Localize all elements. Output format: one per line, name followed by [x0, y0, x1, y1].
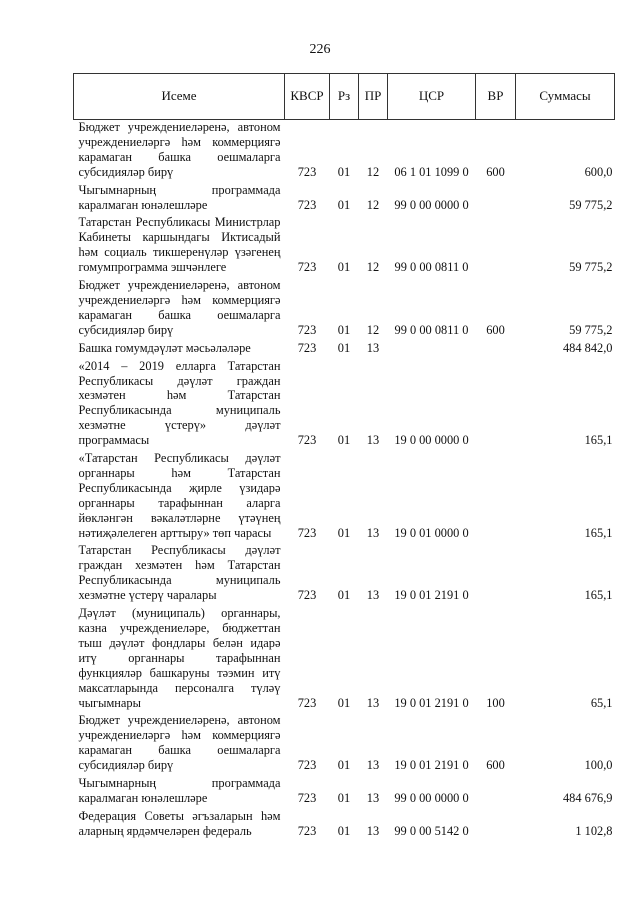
table-row — [74, 120, 615, 183]
row-rz: 01 — [337, 433, 351, 448]
row-name-line: хезмәтен һәм Татарстан — [78, 388, 281, 403]
table-row — [74, 215, 615, 278]
row-name-line: хезмәтне үстерү чаралары — [78, 588, 217, 603]
row-pr: 13 — [366, 758, 380, 773]
row-csr: 19 0 01 0000 0 — [394, 525, 469, 540]
row-name-line: Татарстан Республикасы Министрлар — [78, 215, 281, 230]
row-vr — [476, 215, 516, 278]
row-sum: 59 775,2 — [569, 322, 613, 337]
row-name-line: органнары тарафыннан аларга — [78, 495, 281, 510]
row-sum: 165,1 — [584, 525, 613, 540]
row-name-line: Татарстан Республикасы дәүләт — [78, 543, 281, 558]
row-name — [74, 809, 285, 842]
row-name-line: «2014 – 2019 елларга Татарстан — [78, 358, 281, 373]
row-name-line: Чыгымнарның программада — [78, 776, 281, 791]
row-csr: 99 0 00 0000 0 — [394, 197, 469, 212]
row-rz: 01 — [337, 790, 351, 805]
row-name-line: итү органнары тарафыннан — [78, 650, 281, 665]
row-csr: 99 0 00 0811 0 — [394, 260, 469, 275]
row-name — [74, 359, 285, 451]
row-name-line: Башка гомумдәүләт мәсьәләләре — [78, 340, 251, 355]
row-name-line: казна учреждениеләре, бюджеттан — [78, 621, 281, 635]
row-vr — [476, 543, 516, 606]
row-name-line: карамаган башка оешмаларга — [78, 743, 281, 758]
row-name-line: учреждениеләргә һәм коммерциягә — [78, 134, 281, 149]
header-csr: ЦСР — [388, 74, 476, 120]
row-name-line: функцияләр башкаруны тәэмин итү — [78, 665, 281, 680]
table-row — [74, 341, 615, 359]
row-name — [74, 120, 285, 183]
row-csr: 99 0 00 0811 0 — [394, 322, 469, 337]
row-vr — [476, 776, 516, 809]
row-kvsr: 723 — [297, 197, 317, 212]
row-name-line: нәтиҗәлелеген арттыру» төп чарасы — [78, 525, 272, 540]
row-name-line: карамаган башка оешмаларга — [78, 307, 281, 322]
row-sum: 59 775,2 — [569, 197, 613, 212]
table-row — [74, 359, 615, 451]
row-kvsr: 723 — [297, 588, 317, 603]
row-name-line: каралмаган юнәлешләре — [78, 197, 208, 212]
row-name-line: Бюджет учреждениеләренә, автоном — [78, 120, 281, 134]
row-name-line: Кабинеты каршындагы Иктисадый — [78, 230, 281, 245]
row-pr: 12 — [366, 322, 380, 337]
header-kvsr: КВСР — [285, 74, 330, 120]
row-name-line: Бюджет учреждениеләренә, автоном — [78, 278, 281, 293]
row-sum: 165,1 — [584, 433, 613, 448]
page-number: 226 — [309, 42, 331, 57]
row-pr: 12 — [366, 260, 380, 275]
row-vr — [476, 183, 516, 216]
table-header-row — [74, 74, 615, 120]
row-vr: 600 — [486, 164, 505, 179]
row-name-line: Бюджет учреждениеләренә, автоном — [78, 713, 281, 728]
row-rz: 01 — [337, 197, 351, 212]
row-rz: 01 — [337, 322, 351, 337]
row-csr: 19 0 01 2191 0 — [394, 588, 469, 603]
row-name-line: субсидияләр бирү — [78, 322, 174, 337]
table-body — [74, 120, 615, 842]
header-vr: ВР — [476, 74, 516, 120]
row-kvsr: 723 — [297, 164, 317, 179]
row-pr: 13 — [366, 695, 380, 710]
row-rz: 01 — [337, 588, 351, 603]
table-row — [74, 183, 615, 216]
header-pr: ПР — [359, 74, 388, 120]
row-vr: 600 — [486, 322, 505, 337]
row-rz: 01 — [337, 340, 351, 355]
row-pr: 13 — [366, 340, 380, 355]
row-kvsr: 723 — [297, 433, 317, 448]
row-kvsr: 723 — [297, 322, 317, 337]
header-name: Исеме — [74, 74, 285, 120]
table-row — [74, 776, 615, 809]
row-kvsr: 723 — [297, 260, 317, 275]
row-name-line: Дәүләт (муниципаль) органнары, — [78, 606, 281, 621]
row-csr: 19 0 01 2191 0 — [394, 758, 469, 773]
table-row — [74, 278, 615, 341]
row-name-line: Федерация Советы әгъзаларын һәм — [78, 808, 281, 823]
row-name-line: учреждениеләргә һәм коммерциягә — [78, 728, 281, 743]
row-pr: 13 — [366, 433, 380, 448]
table-row — [74, 713, 615, 776]
row-sum: 484 676,9 — [562, 790, 613, 805]
row-name-line: Республикасы дәүләт граждан — [78, 373, 281, 388]
row-name — [74, 183, 285, 216]
row-name-line: учреждениеләргә һәм коммерциягә — [78, 292, 281, 307]
row-rz: 01 — [337, 758, 351, 773]
row-sum: 165,1 — [584, 588, 613, 603]
row-rz: 01 — [337, 695, 351, 710]
row-rz: 01 — [337, 525, 351, 540]
row-name-line: Чыгымнарның программада — [78, 182, 281, 197]
row-name — [74, 278, 285, 341]
row-rz: 01 — [337, 164, 351, 179]
row-vr — [476, 809, 516, 842]
row-name-line: тыш дәүләт фондлары белән идарә — [78, 635, 281, 650]
row-name-line: каралмаган юнәлешләре — [78, 790, 208, 805]
row-name-line: гомумпрограмма эшчәнлеге — [78, 260, 227, 275]
row-name-line: йөкләнгән вәкаләтләрне үтәүнең — [78, 510, 281, 525]
row-name-line: аларның ярдәмчеләрен федераль — [78, 823, 252, 838]
row-vr — [476, 359, 516, 451]
row-name-line: Республикасында җирле үзидарә — [78, 480, 281, 495]
row-name-line: органнары һәм Татарстан — [78, 465, 281, 480]
row-name-line: чыгымнары — [78, 695, 141, 710]
table-row — [74, 543, 615, 606]
row-csr: 99 0 00 0000 0 — [394, 790, 469, 805]
row-vr — [476, 451, 516, 543]
row-kvsr: 723 — [297, 823, 317, 838]
row-pr: 13 — [366, 823, 380, 838]
row-rz: 01 — [337, 260, 351, 275]
table-row — [74, 451, 615, 543]
row-kvsr: 723 — [297, 340, 317, 355]
row-vr: 100 — [486, 695, 505, 710]
row-name-line: карамаган башка оешмаларга — [78, 149, 281, 164]
row-name — [74, 606, 285, 713]
row-pr: 13 — [366, 525, 380, 540]
row-sum: 65,1 — [590, 695, 613, 710]
table-row — [74, 606, 615, 713]
row-name-line: «Татарстан Республикасы дәүләт — [78, 451, 281, 466]
row-kvsr: 723 — [297, 525, 317, 540]
row-sum: 1 102,8 — [575, 823, 613, 838]
row-name-line: максатларында персоналга түләү — [78, 680, 281, 695]
header-sum: Суммасы — [516, 74, 615, 120]
row-name-line: субсидияләр бирү — [78, 164, 174, 179]
row-pr: 12 — [366, 164, 380, 179]
row-sum: 484 842,0 — [562, 340, 613, 355]
table-row — [74, 809, 615, 842]
row-name-line: граждан хезмәтен һәм Татарстан — [78, 558, 281, 573]
row-pr: 13 — [366, 588, 380, 603]
row-name — [74, 341, 285, 359]
row-name-line: Республикасында муниципаль — [78, 573, 281, 588]
row-csr: 06 1 01 1099 0 — [394, 164, 469, 179]
row-csr: 99 0 00 5142 0 — [394, 823, 469, 838]
row-sum: 59 775,2 — [569, 260, 613, 275]
row-pr: 13 — [366, 790, 380, 805]
row-name-line: һәм социаль тикшеренүләр үзәгенең — [78, 245, 281, 260]
row-csr: 19 0 01 2191 0 — [394, 695, 469, 710]
row-kvsr: 723 — [297, 695, 317, 710]
row-vr — [476, 341, 516, 359]
row-pr: 12 — [366, 197, 380, 212]
row-csr: 19 0 00 0000 0 — [394, 433, 469, 448]
row-name — [74, 215, 285, 278]
row-sum: 100,0 — [584, 758, 613, 773]
row-rz: 01 — [337, 823, 351, 838]
row-name-line: Республикасында муниципаль — [78, 403, 281, 418]
row-name — [74, 451, 285, 543]
row-kvsr: 723 — [297, 790, 317, 805]
row-csr — [388, 341, 476, 359]
budget-table — [73, 73, 615, 842]
row-name — [74, 776, 285, 809]
row-name-line: хезмәтне үстерү» дәүләт — [78, 418, 281, 433]
row-name-line: субсидияләр бирү — [78, 758, 174, 773]
row-name — [74, 543, 285, 606]
row-name — [74, 713, 285, 776]
row-kvsr: 723 — [297, 758, 317, 773]
header-rz: Рз — [330, 74, 359, 120]
row-sum: 600,0 — [584, 164, 613, 179]
row-vr: 600 — [486, 758, 505, 773]
row-name-line: программасы — [78, 433, 150, 448]
